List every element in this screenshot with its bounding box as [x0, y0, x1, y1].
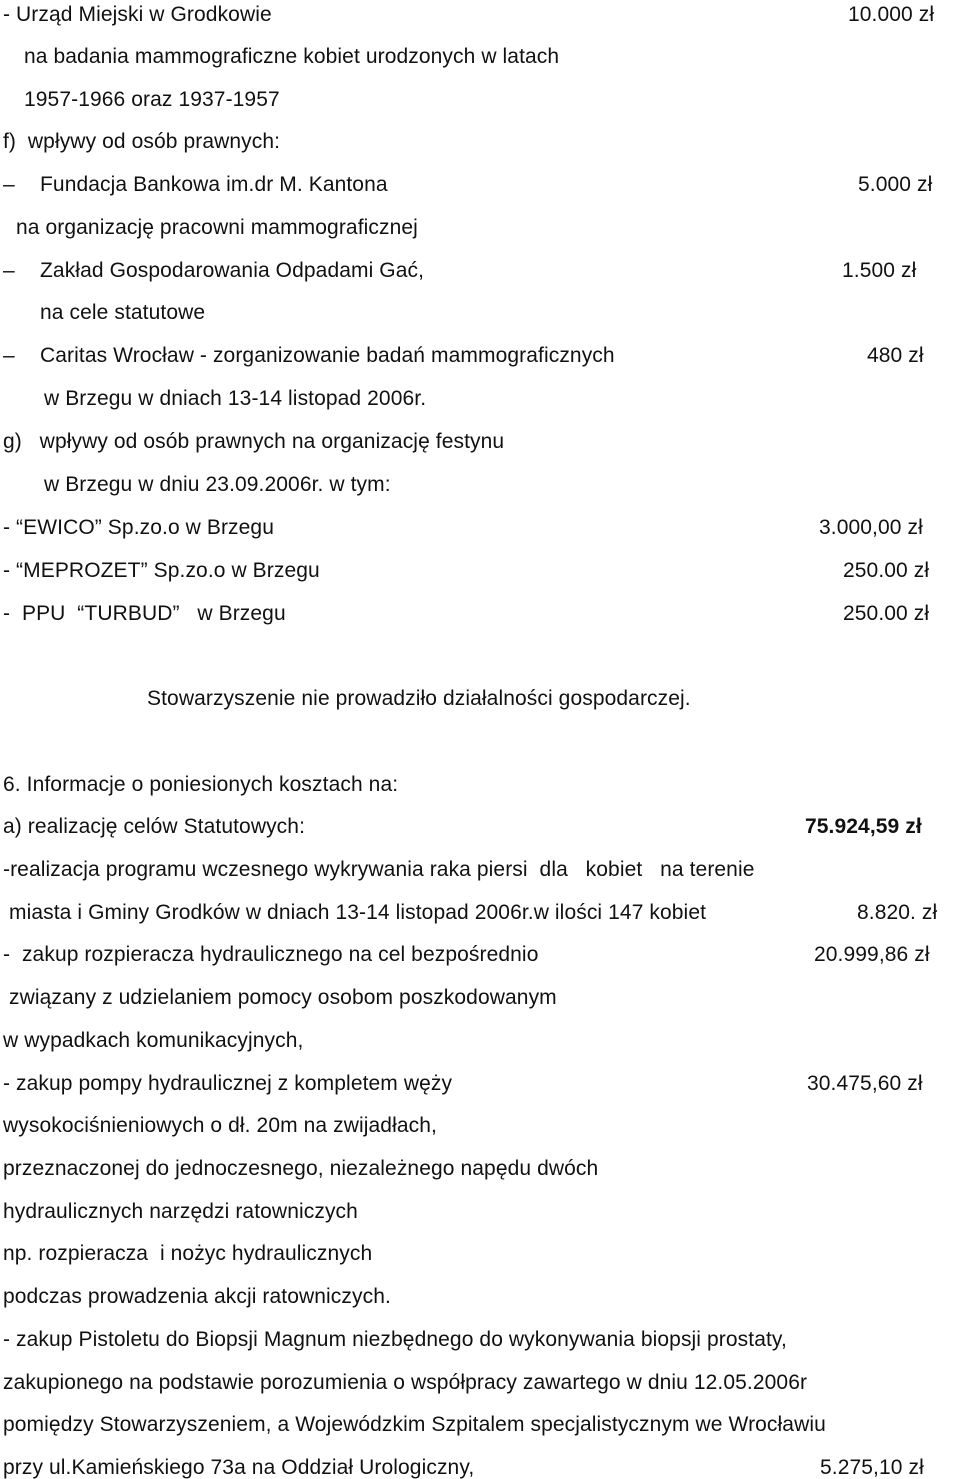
line-pomiedzy: pomiędzy Stowarzyszeniem, a Wojewódzkim Szpitalem specjalistycznym we Wrocławiu: [3, 1413, 826, 1436]
line-lata: 1957-1966 oraz 1937-1957: [24, 88, 280, 111]
item-dash: –: [3, 344, 15, 367]
amount-program: 8.820. zł: [857, 901, 938, 924]
item-dash: –: [3, 173, 15, 196]
amount-turbud: 250.00 zł: [843, 602, 930, 625]
line-przy: przy ul.Kamieńskiego 73a na Oddział Urologiczny,: [3, 1456, 475, 1479]
amount-fundacja: 5.000 zł: [858, 173, 933, 196]
line-pistolet: - zakup Pistoletu do Biopsji Magnum niezbędnego do wykonywania biopsji prostaty,: [3, 1328, 787, 1351]
item-ewico: - “EWICO” Sp.zo.o w Brzegu: [3, 516, 274, 539]
line-zakupionego: zakupionego na podstawie porozumienia o współpracy zawartego w dniu 12.05.2006r: [3, 1371, 808, 1394]
amount-meprozet: 250.00 zł: [843, 559, 930, 582]
line-rozpieracz: - zakup rozpieracza hydraulicznego na cel bezpośrednio: [3, 943, 539, 966]
amount-pompa: 30.475,60 zł: [807, 1072, 923, 1095]
note-caritas: w Brzegu w dniach 13-14 listopad 2006r.: [44, 387, 427, 410]
line-wypadki: w wypadkach komunikacyjnych,: [3, 1029, 304, 1052]
amount-rozpieracz: 20.999,86 zł: [814, 943, 930, 966]
line-np: np. rozpieracza i nożyc hydraulicznych: [3, 1242, 373, 1265]
section-g-subheading: w Brzegu w dniu 23.09.2006r. w tym:: [44, 473, 391, 496]
line-urzad: - Urząd Miejski w Grodkowie: [3, 3, 272, 26]
section-6a-heading: a) realizację celów Statutowych:: [3, 815, 305, 838]
line-hydraulicznych: hydraulicznych narzędzi ratowniczych: [3, 1200, 358, 1223]
item-dash: –: [3, 259, 15, 282]
amount-caritas: 480 zł: [867, 344, 924, 367]
item-fundacja: Fundacja Bankowa im.dr M. Kantona: [40, 173, 388, 196]
item-meprozet: - “MEPROZET” Sp.zo.o w Brzegu: [3, 559, 320, 582]
line-program: -realizacja programu wczesnego wykrywania raka piersi dla kobiet na terenie: [3, 858, 755, 881]
amount-zaklad: 1.500 zł: [842, 259, 917, 282]
item-caritas: Caritas Wrocław - zorganizowanie badań mammograficznych: [40, 344, 615, 367]
section-6-heading: 6. Informacje o poniesionych kosztach na:: [3, 773, 399, 796]
note-zaklad: na cele statutowe: [40, 301, 206, 324]
line-podczas: podczas prowadzenia akcji ratowniczych.: [3, 1285, 391, 1308]
item-turbud: - PPU “TURBUD” w Brzegu: [3, 602, 286, 625]
amount-pistolet: 5.275,10 zł: [820, 1456, 924, 1479]
amount-statutowe: 75.924,59 zł: [805, 815, 922, 838]
item-zaklad: Zakład Gospodarowania Odpadami Gać,: [40, 259, 425, 282]
line-wysokocisnieniowe: wysokociśnieniowych o dł. 20m na zwijadłach,: [3, 1114, 437, 1137]
line-miasta: miasta i Gminy Grodków w dniach 13-14 listopad 2006r.w ilości 147 kobiet: [9, 901, 707, 924]
section-g-heading: g) wpływy od osób prawnych na organizację festynu: [3, 430, 505, 453]
section-f-heading: f) wpływy od osób prawnych:: [3, 130, 281, 153]
line-badania: na badania mammograficzne kobiet urodzonych w latach: [24, 45, 560, 68]
statement: Stowarzyszenie nie prowadziło działalności gospodarczej.: [147, 687, 691, 710]
note-fundacja: na organizację pracowni mammograficznej: [16, 216, 418, 239]
line-pompa: - zakup pompy hydraulicznej z kompletem węży: [3, 1072, 453, 1095]
amount-ewico: 3.000,00 zł: [819, 516, 923, 539]
line-przeznaczonej: przeznaczonej do jednoczesnego, niezależnego napędu dwóch: [3, 1157, 599, 1180]
line-zwiazany: związany z udzielaniem pomocy osobom poszkodowanym: [9, 986, 557, 1009]
amount-urzad: 10.000 zł: [848, 3, 935, 26]
